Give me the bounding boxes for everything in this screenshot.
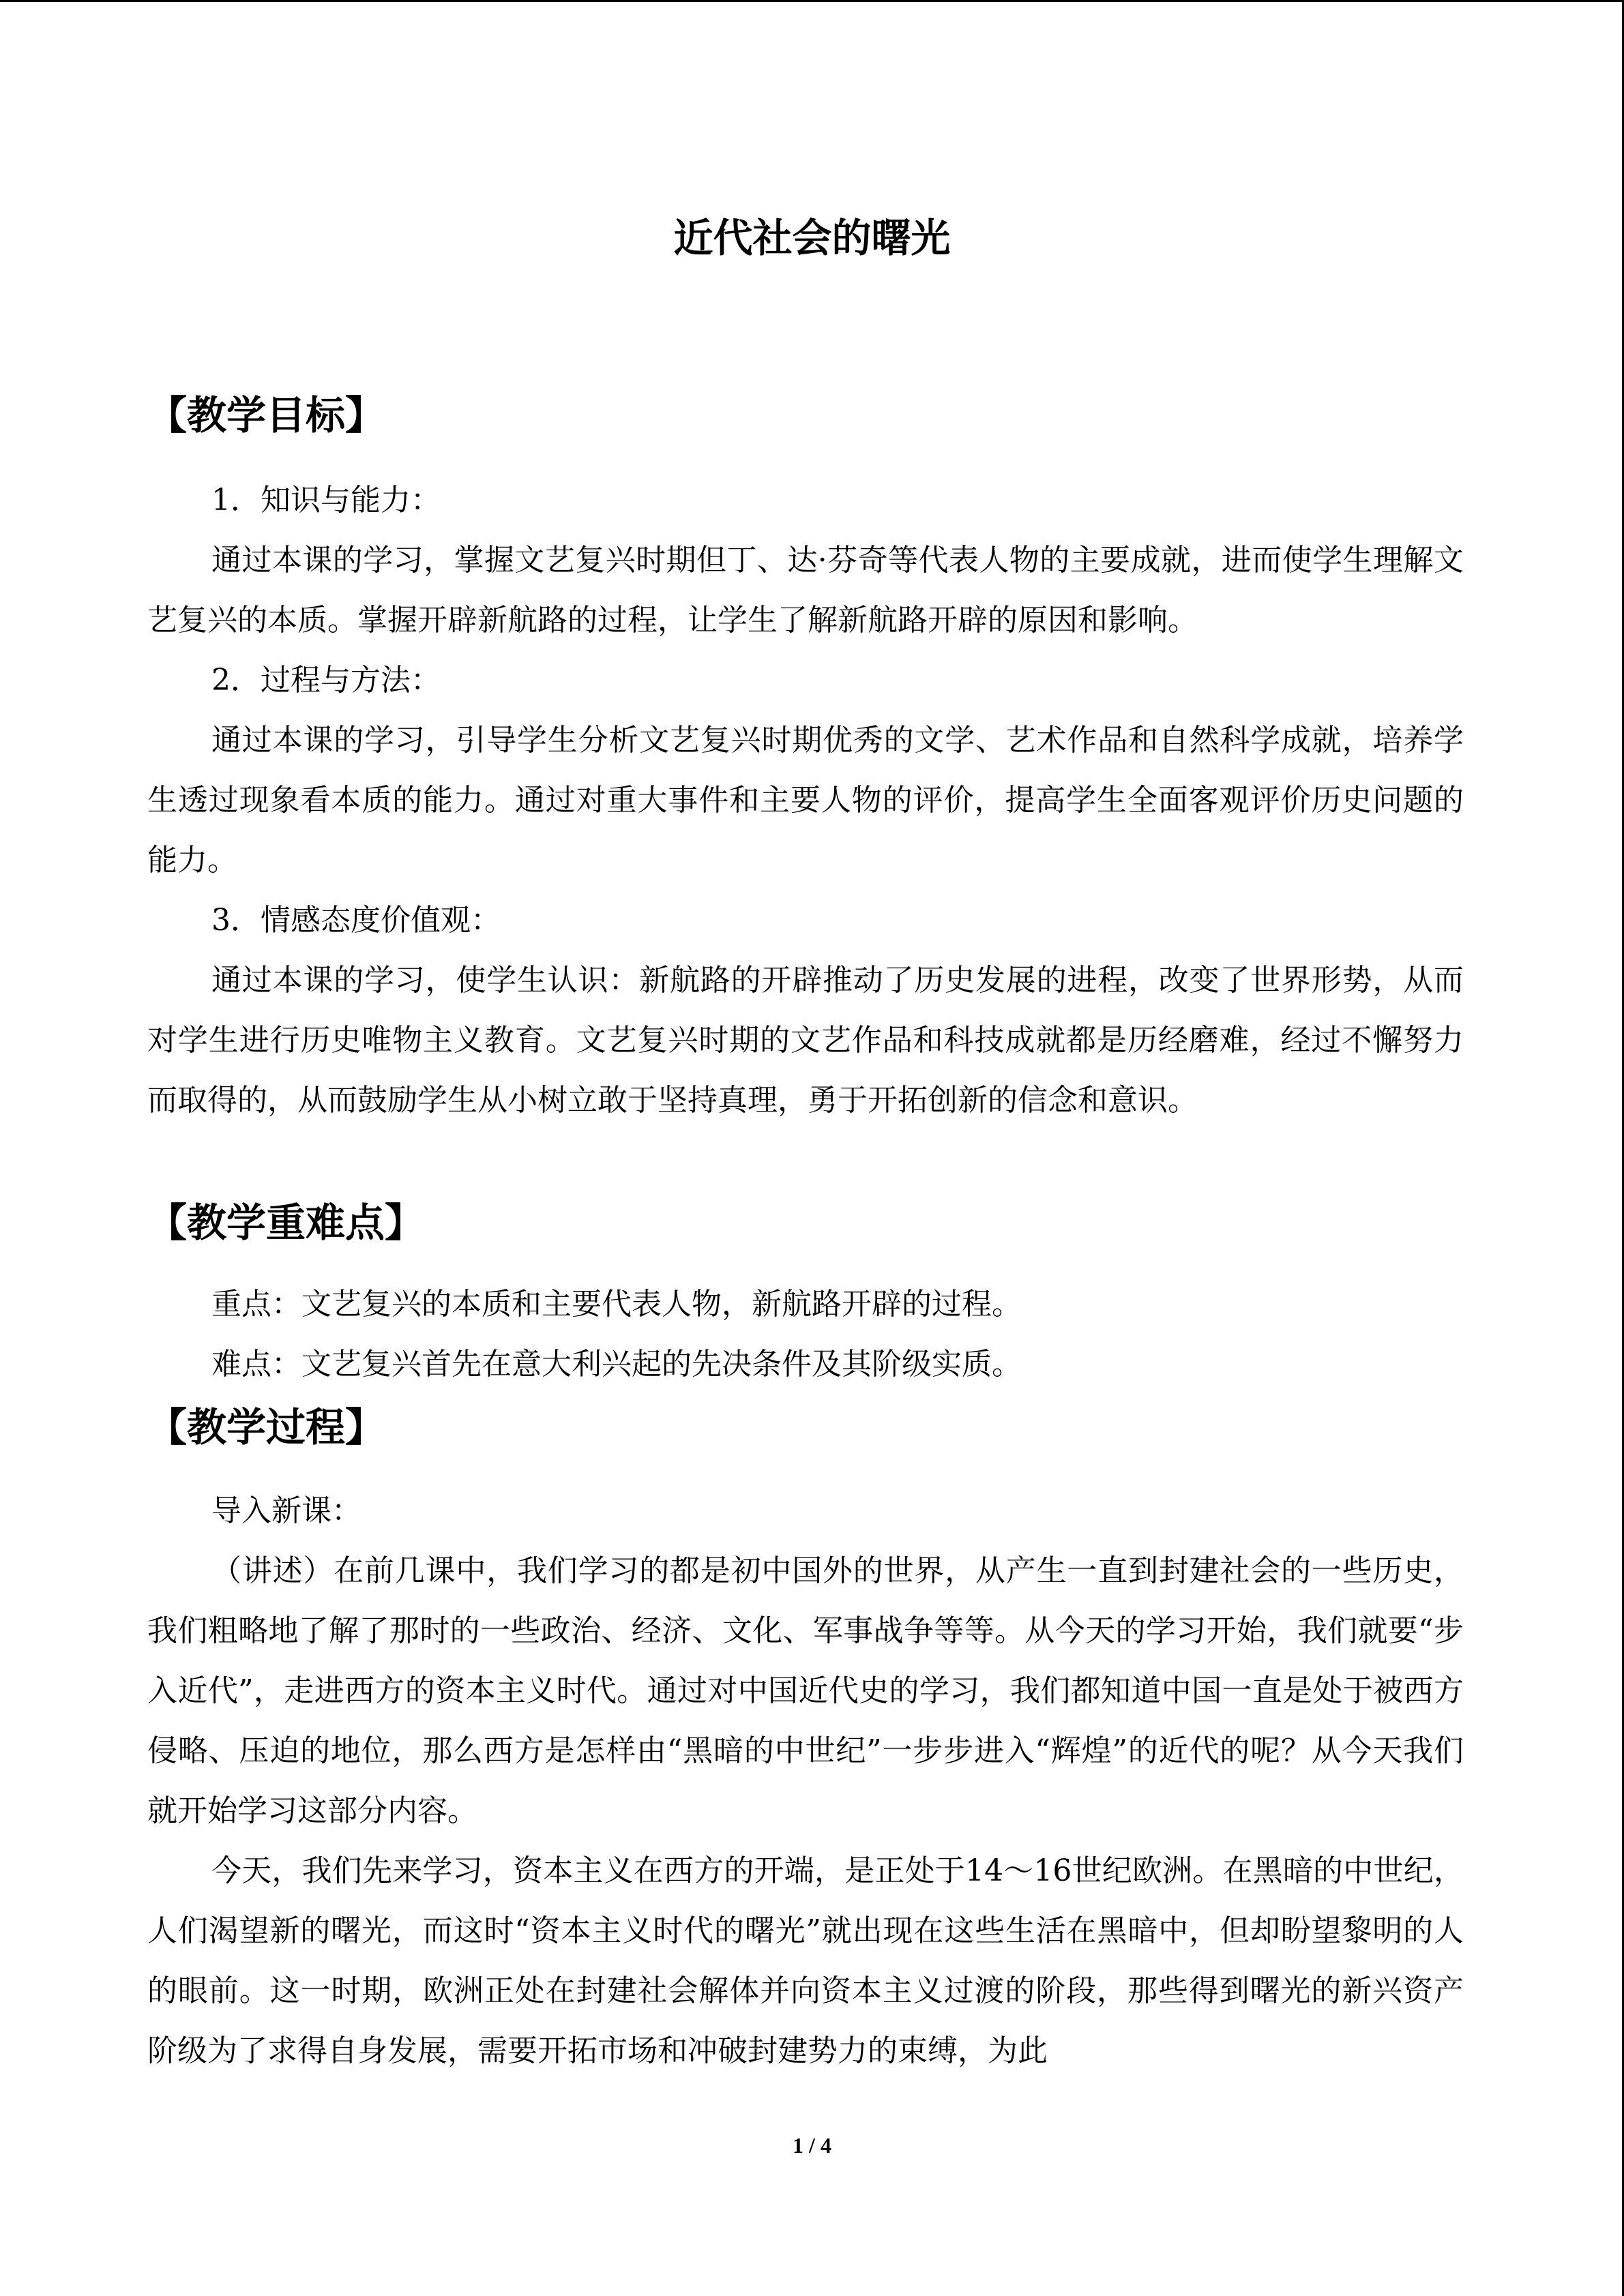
paragraph: 通过本课的学习，使学生认识：新航路的开辟推动了历史发展的进程，改变了世界形势，从而对学生进行历史唯物主义教育。文艺复兴时期的文艺作品和科技成就都是历经磨难，经过不懈努力而取得的，从而鼓励学生从小树立敢于坚持真理，勇于开拓创新的信念和意识。 (147, 963, 1464, 1118)
paragraph: （讲述）在前几课中，我们学习的都是初中国外的世界，从产生一直到封建社会的一些历史，我们粗略地了解了那时的一些政治、经济、文化、军事战争等等。从今天的学习开始，我们就要“步入近代”，走进西方的资本主义时代。通过对中国近代史的学习，我们都知道中国一直是处于被西方侵略、压迫的地位，那么西方是怎样由“黑暗的中世纪”一步步进入“辉煌”的近代的呢？从今天我们就开始学习这部分内容。 (147, 1553, 1464, 1828)
paragraph: 3．情感态度价值观： (211, 903, 501, 938)
paragraph: 通过本课的学习，掌握文艺复兴时期但丁、达·芬奇等代表人物的主要成就，进而使学生理解文艺复兴的本质。掌握开辟新航路的过程，让学生了解新航路开辟的原因和影响。 (147, 543, 1464, 638)
section-heading-teaching-goals: 【教学目标】 (147, 392, 385, 438)
document-title: 近代社会的曙光 (673, 215, 951, 261)
page-number: 1 / 4 (793, 2133, 831, 2158)
paragraph: 重点：文艺复兴的本质和主要代表人物，新航路开辟的过程。 (211, 1287, 1022, 1322)
paragraph: 通过本课的学习，引导学生分析文艺复兴时期优秀的文学、艺术作品和自然科学成就，培养学生透过现象看本质的能力。通过对重大事件和主要人物的评价，提高学生全面客观评价历史问题的能力。 (147, 723, 1464, 878)
paragraph: 2．过程与方法： (211, 663, 441, 698)
paragraph: 今天，我们先来学习，资本主义在西方的开端，是正处于14～16世纪欧洲。在黑暗的中世纪，人们渴望新的曙光，而这时“资本主义时代的曙光”就出现在这些生活在黑暗中，但却盼望黎明的人的眼前。这一时期，欧洲正处在封建社会解体并向资本主义过渡的阶段，那些得到曙光的新兴资产阶级为了求得自身发展，需要开拓市场和冲破封建势力的束缚，为此 (147, 1853, 1464, 2068)
paragraph: 难点：文艺复兴首先在意大利兴起的先决条件及其阶级实质。 (211, 1347, 1022, 1382)
paragraph: 1．知识与能力： (211, 483, 441, 518)
section-heading-teaching-process: 【教学过程】 (147, 1404, 385, 1450)
section-heading-key-points: 【教学重难点】 (147, 1199, 425, 1246)
paragraph: 导入新课： (211, 1493, 361, 1528)
